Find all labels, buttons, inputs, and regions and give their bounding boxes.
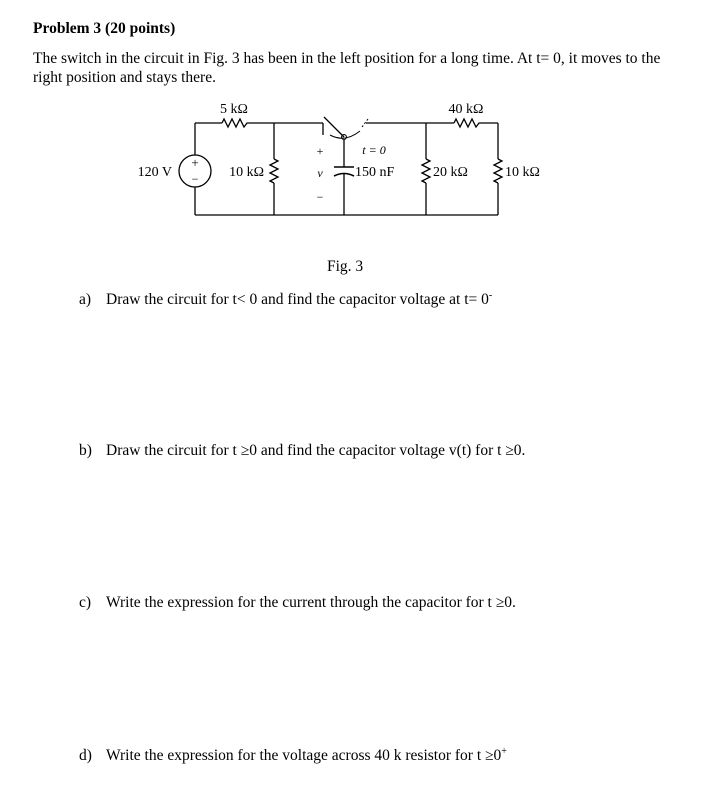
resistor-20k-label: 20 kΩ <box>433 165 468 180</box>
resistor-5k <box>222 119 249 127</box>
switch-arm <box>324 117 344 137</box>
capacitor-plus: + <box>316 144 324 158</box>
question-letter: a) <box>79 291 92 309</box>
question-c <box>79 594 516 612</box>
question-letter: d) <box>79 747 92 765</box>
capacitor-label: 150 nF <box>355 165 395 180</box>
resistor-5k-label: 5 kΩ <box>220 102 248 117</box>
resistor-10k-left <box>270 159 278 183</box>
question-letter: b) <box>79 442 92 459</box>
capacitor-voltage-label: v <box>317 166 323 180</box>
circuit-diagram <box>0 95 717 255</box>
question-letter: c) <box>79 594 92 611</box>
question-text: Write the expression for the voltage across 40 k resistor for t ≥0 <box>106 747 502 765</box>
source-plus: + <box>191 155 199 170</box>
capacitor-minus: − <box>316 190 324 204</box>
question-text: Draw the circuit for t< 0 and find the capacitor voltage at t= 0 <box>106 291 489 309</box>
source-label: 120 V <box>137 165 172 180</box>
resistor-40k-label: 40 kΩ <box>448 102 484 117</box>
resistor-20k <box>422 159 430 183</box>
resistor-10k-right <box>494 159 502 183</box>
resistor-40k <box>454 119 480 127</box>
source-minus: − <box>191 172 199 186</box>
question-d <box>79 746 507 765</box>
question-b <box>79 442 525 460</box>
question-text: Write the expression for the current through the capacitor for t ≥0. <box>106 594 516 611</box>
resistor-10k-right-label: 10 kΩ <box>505 165 540 180</box>
question-superscript: - <box>488 290 493 301</box>
question-text: Draw the circuit for t ≥0 and find the capacitor voltage v(t) for t ≥0. <box>106 442 526 459</box>
resistor-10k-left-label: 10 kΩ <box>229 165 264 180</box>
problem-statement: The switch in the circuit in Fig. 3 has been in the left position for a long time. At t= 0, it moves to the right position and stays there. <box>33 50 661 86</box>
figure-caption: Fig. 3 <box>327 258 364 275</box>
problem-title: Problem 3 (20 points) <box>33 20 176 37</box>
switch-time-label: t = 0 <box>362 143 386 157</box>
question-a <box>79 290 492 309</box>
question-superscript: + <box>501 746 507 757</box>
